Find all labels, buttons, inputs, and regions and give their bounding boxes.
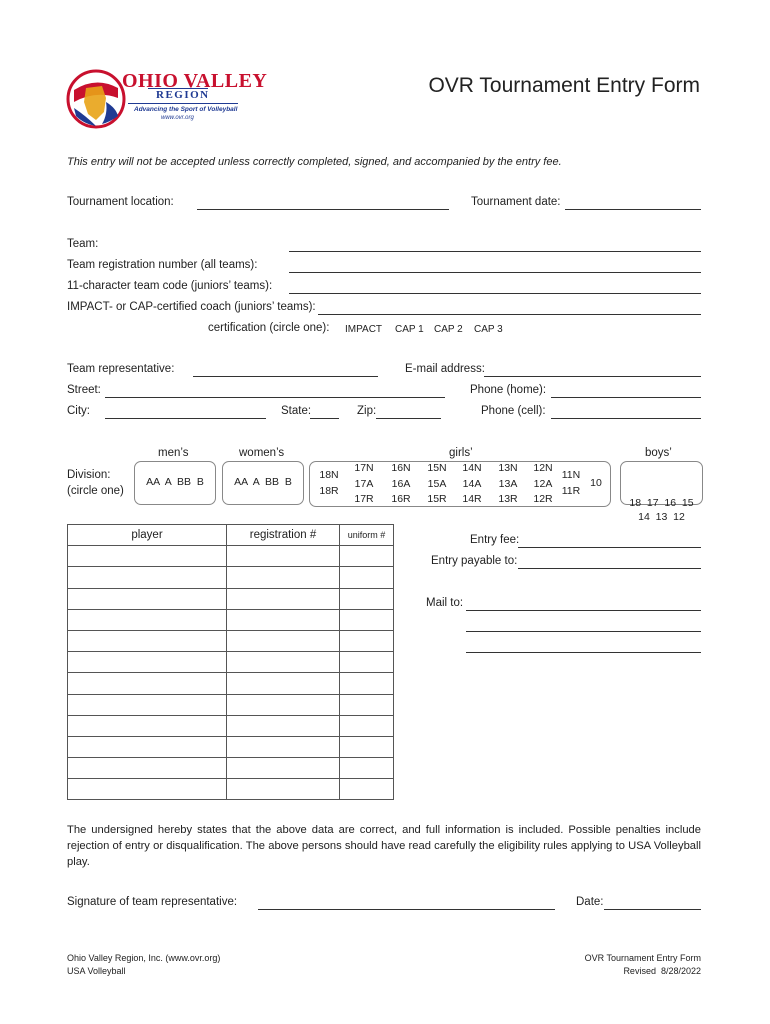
- girls-17[interactable]: 17N 17A 17R: [354, 462, 374, 505]
- cert-option-cap1[interactable]: CAP 1: [395, 324, 424, 335]
- uniform-cell[interactable]: [340, 546, 394, 567]
- tournament-location-label: Tournament location:: [67, 196, 174, 208]
- signature-date-field[interactable]: [604, 909, 701, 910]
- girls-11[interactable]: 11N 11R: [561, 469, 581, 497]
- mens-division-box: [134, 461, 216, 505]
- phone-home-field[interactable]: [551, 397, 701, 398]
- state-field[interactable]: [310, 418, 339, 419]
- logo-tagline: Advancing the Sport of Volleyball: [134, 106, 238, 113]
- certification-label: certification (circle one):: [208, 322, 330, 334]
- signature-label: Signature of team representative:: [67, 896, 238, 908]
- player-cell[interactable]: [68, 546, 227, 567]
- payable-to-label: Entry payable to:: [431, 555, 518, 567]
- player-cell[interactable]: [68, 779, 227, 800]
- volleyball-state-icon: [66, 68, 126, 130]
- logo-name: OHIO VALLEY: [122, 70, 268, 92]
- entry-fee-field[interactable]: [518, 547, 701, 548]
- tournament-date-field[interactable]: [565, 209, 701, 210]
- player-header: player: [68, 525, 227, 546]
- mail-to-field-1[interactable]: [466, 610, 701, 611]
- table-row: [68, 630, 394, 651]
- uniform-header: uniform #: [340, 525, 394, 546]
- uniform-cell[interactable]: [340, 736, 394, 757]
- registration-cell[interactable]: [227, 694, 340, 715]
- player-cell[interactable]: [68, 652, 227, 673]
- womens-header: women’s: [239, 447, 285, 459]
- registration-cell[interactable]: [227, 567, 340, 588]
- girls-12[interactable]: 12N 12A 12R: [533, 462, 553, 505]
- registration-cell[interactable]: [227, 652, 340, 673]
- womens-division-box: [222, 461, 304, 505]
- team-rep-field[interactable]: [193, 376, 378, 377]
- registration-cell[interactable]: [227, 715, 340, 736]
- team-registration-field[interactable]: [289, 272, 701, 273]
- mens-options[interactable]: AA A BB B: [146, 476, 204, 488]
- phone-cell-label: Phone (cell):: [481, 405, 546, 417]
- uniform-cell[interactable]: [340, 673, 394, 694]
- boys-division-box: [620, 461, 703, 523]
- mens-header: men’s: [158, 447, 189, 459]
- table-row: [68, 779, 394, 800]
- table-row: [68, 736, 394, 757]
- signature-field[interactable]: [258, 909, 555, 910]
- player-cell[interactable]: [68, 609, 227, 630]
- street-label: Street:: [67, 384, 101, 396]
- girls-13[interactable]: 13N 13A 13R: [498, 462, 518, 505]
- registration-cell[interactable]: [227, 736, 340, 757]
- player-cell[interactable]: [68, 715, 227, 736]
- team-registration-label: Team registration number (all teams):: [67, 259, 258, 271]
- girls-division-box: [309, 461, 611, 507]
- registration-cell[interactable]: [227, 779, 340, 800]
- footer-right-1: OVR Tournament Entry Form: [584, 953, 701, 963]
- player-cell[interactable]: [68, 736, 227, 757]
- girls-header: girls’: [449, 447, 473, 459]
- registration-header: registration #: [227, 525, 340, 546]
- uniform-cell[interactable]: [340, 652, 394, 673]
- boys-header: boys’: [645, 447, 672, 459]
- registration-cell[interactable]: [227, 758, 340, 779]
- womens-options[interactable]: AA A BB B: [234, 476, 292, 488]
- statement-text: The undersigned hereby states that the above data are correct, and full information is included. Possible penalties include rejection of entry or disqualification. The above persons should have read carefully the eligibility rules applying to USA Volleyball play.: [67, 824, 701, 868]
- registration-cell[interactable]: [227, 630, 340, 651]
- table-row: [68, 673, 394, 694]
- cert-option-cap3[interactable]: CAP 3: [474, 324, 503, 335]
- email-label: E-mail address:: [405, 363, 485, 375]
- table-row: [68, 758, 394, 779]
- registration-cell[interactable]: [227, 673, 340, 694]
- player-cell[interactable]: [68, 567, 227, 588]
- registration-cell[interactable]: [227, 609, 340, 630]
- page-title: OVR Tournament Entry Form: [428, 74, 700, 97]
- state-label: State:: [281, 405, 312, 417]
- division-label: Division:: [67, 469, 111, 481]
- table-row: [68, 652, 394, 673]
- registration-cell[interactable]: [227, 588, 340, 609]
- girls-16[interactable]: 16N 16A 16R: [391, 462, 411, 505]
- uniform-cell[interactable]: [340, 609, 394, 630]
- footer-left-2: USA Volleyball: [67, 966, 126, 976]
- uniform-cell[interactable]: [340, 779, 394, 800]
- roster-table: [67, 524, 394, 800]
- coach-label: IMPACT- or CAP-certified coach (juniors’ teams):: [67, 301, 316, 313]
- player-cell[interactable]: [68, 630, 227, 651]
- team-field[interactable]: [289, 251, 701, 252]
- table-row: [68, 694, 394, 715]
- player-cell[interactable]: [68, 673, 227, 694]
- team-code-label: 11-character team code (juniors’ teams):: [67, 280, 273, 292]
- player-cell[interactable]: [68, 758, 227, 779]
- city-field[interactable]: [105, 418, 266, 419]
- tournament-date-label: Tournament date:: [471, 196, 561, 208]
- table-row: [68, 609, 394, 630]
- uniform-cell[interactable]: [340, 588, 394, 609]
- uniform-cell[interactable]: [340, 567, 394, 588]
- city-label: City:: [67, 405, 90, 417]
- entry-fee-label: Entry fee:: [470, 534, 520, 546]
- footer-left-1: Ohio Valley Region, Inc. (www.ovr.org): [67, 953, 221, 963]
- coach-field[interactable]: [318, 314, 701, 315]
- tournament-location-field[interactable]: [197, 209, 449, 210]
- mail-to-field-3[interactable]: [466, 652, 701, 653]
- team-label: Team:: [67, 238, 99, 250]
- signature-date-label: Date:: [576, 896, 604, 908]
- cert-option-impact[interactable]: IMPACT: [345, 324, 383, 335]
- notice-text: This entry will not be accepted unless correctly completed, signed, and accompanied by the entry fee.: [67, 156, 562, 168]
- cert-option-cap2[interactable]: CAP 2: [434, 324, 463, 335]
- registration-cell[interactable]: [227, 546, 340, 567]
- zip-field[interactable]: [376, 418, 441, 419]
- table-row: [68, 546, 394, 567]
- ovr-logo: [66, 68, 268, 130]
- team-rep-label: Team representative:: [67, 363, 175, 375]
- payable-to-field[interactable]: [518, 568, 701, 569]
- phone-home-label: Phone (home):: [470, 384, 547, 396]
- division-circle-label: (circle one): [67, 485, 124, 497]
- player-cell[interactable]: [68, 694, 227, 715]
- girls-10[interactable]: 10: [590, 477, 602, 489]
- logo-region: REGION: [156, 89, 210, 101]
- girls-18[interactable]: 18N 18R: [319, 469, 339, 497]
- email-field[interactable]: [484, 376, 701, 377]
- uniform-cell[interactable]: [340, 715, 394, 736]
- zip-label: Zip:: [357, 405, 377, 417]
- logo-url: www.ovr.org: [161, 115, 194, 121]
- player-cell[interactable]: [68, 588, 227, 609]
- mail-to-field-2[interactable]: [466, 631, 701, 632]
- uniform-cell[interactable]: [340, 630, 394, 651]
- team-code-field[interactable]: [289, 293, 701, 294]
- phone-cell-field[interactable]: [551, 418, 701, 419]
- mail-to-label: Mail to:: [426, 597, 464, 609]
- uniform-cell[interactable]: [340, 758, 394, 779]
- table-row: [68, 567, 394, 588]
- table-row: [68, 715, 394, 736]
- footer-right-2: Revised 8/28/2022: [623, 966, 701, 976]
- table-row: [68, 588, 394, 609]
- girls-15[interactable]: 15N 15A 15R: [427, 462, 447, 505]
- boys-options[interactable]: 18 17 16 15 14 13 12: [629, 497, 694, 523]
- uniform-cell[interactable]: [340, 694, 394, 715]
- street-field[interactable]: [105, 397, 445, 398]
- girls-14[interactable]: 14N 14A 14R: [462, 462, 482, 505]
